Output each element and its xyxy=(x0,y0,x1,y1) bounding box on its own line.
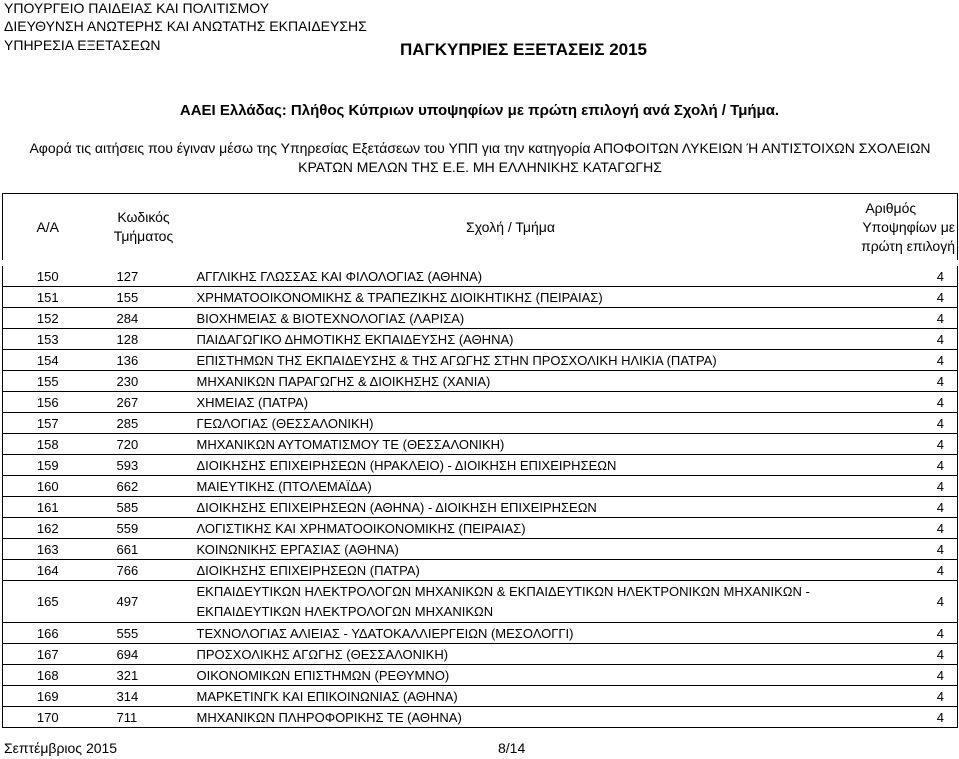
cell-dept: ΛΟΓΙΣΤΙΚΗΣ ΚΑΙ ΧΡΗΜΑΤΟΟΙΚΟΝΟΜΙΚΗΣ (ΠΕΙΡΑΙΑΣ) xyxy=(195,518,827,539)
cell-dept: ΟΙΚΟΝΟΜΙΚΩΝ ΕΠΙΣΤΗΜΩΝ (ΡΕΘΥΜΝΟ) xyxy=(195,665,827,686)
cell-count: 4 xyxy=(827,560,958,581)
cell-dept: ΠΡΟΣΧΟΛΙΚΗΣ ΑΓΩΓΗΣ (ΘΕΣΣΑΛΟΝΙΚΗ) xyxy=(195,644,827,665)
cell-count: 4 xyxy=(827,686,958,707)
cell-dept: ΔΙΟΙΚΗΣΗΣ ΕΠΙΧΕΙΡΗΣΕΩΝ (ΗΡΑΚΛΕΙΟ) - ΔΙΟΙΚΗΣΗ ΕΠΙΧΕΙΡΗΣΕΩΝ xyxy=(195,455,827,476)
table-body xyxy=(3,263,958,728)
cell-dept: ΜΑΡΚΕΤΙΝΓΚ ΚΑΙ ΕΠΙΚΟΙΝΩΝΙΑΣ (ΑΘΗΝΑ) xyxy=(195,686,827,707)
cell-code: 766 xyxy=(93,560,195,581)
cell-dept: ΕΠΙΣΤΗΜΩΝ ΤΗΣ ΕΚΠΑΙΔΕΥΣΗΣ & ΤΗΣ ΑΓΩΓΗΣ ΣΤΗΝ ΠΡΟΣΧΟΛΙΚΗ ΗΛΙΚΙΑ (ΠΑΤΡΑ) xyxy=(195,350,827,371)
cell-count: 4 xyxy=(827,707,958,728)
table-row xyxy=(3,329,958,350)
cell-code: 284 xyxy=(93,308,195,329)
table-row xyxy=(3,644,958,665)
cell-count: 4 xyxy=(827,518,958,539)
cell-aa: 165 xyxy=(3,581,93,623)
footer-date: Σεπτέμβριος 2015 xyxy=(4,740,118,756)
cell-count: 4 xyxy=(827,497,958,518)
report-title: ΑΑΕΙ Ελλάδας: Πλήθος Κύπριων υποψηφίων με πρώτη επιλογή ανά Σχολή / Τμήμα. xyxy=(179,102,780,119)
column-header-count-line2: Υποψηφίων με xyxy=(862,218,955,235)
column-header-code-line1: Κωδικός xyxy=(117,209,170,225)
cell-code: 720 xyxy=(93,434,195,455)
table-row xyxy=(3,413,958,434)
cell-dept: ΑΓΓΛΙΚΗΣ ΓΛΩΣΣΑΣ ΚΑΙ ΦΙΛΟΛΟΓΙΑΣ (ΑΘΗΝΑ) xyxy=(195,263,827,287)
cell-count: 4 xyxy=(827,476,958,497)
cell-aa: 154 xyxy=(3,350,93,371)
table-row xyxy=(3,263,958,287)
cell-count: 4 xyxy=(827,371,958,392)
table-row xyxy=(3,560,958,581)
cell-aa: 169 xyxy=(3,686,93,707)
cell-count: 4 xyxy=(827,329,958,350)
cell-code: 593 xyxy=(93,455,195,476)
cell-code: 497 xyxy=(93,581,195,623)
cell-aa: 170 xyxy=(3,707,93,728)
column-header-code xyxy=(93,194,195,264)
cell-code: 662 xyxy=(93,476,195,497)
table-row xyxy=(3,623,958,644)
cell-code: 559 xyxy=(93,518,195,539)
cell-count: 4 xyxy=(827,539,958,560)
cell-count: 4 xyxy=(827,644,958,665)
cell-aa: 164 xyxy=(3,560,93,581)
org-line-directorate: ΔΙΕΥΘΥΝΣΗ ΑΝΩΤΕΡΗΣ ΚΑΙ ΑΝΩΤΑΤΗΣ ΕΚΠΑΙΔΕΥΣΗΣ xyxy=(4,18,367,34)
cell-dept: ΔΙΟΙΚΗΣΗΣ ΕΠΙΧΕΙΡΗΣΕΩΝ (ΑΘΗΝΑ) - ΔΙΟΙΚΗΣΗ ΕΠΙΧΕΙΡΗΣΕΩΝ xyxy=(195,497,827,518)
cell-aa: 168 xyxy=(3,665,93,686)
cell-dept: ΜΗΧΑΝΙΚΩΝ ΠΛΗΡΟΦΟΡΙΚΗΣ ΤΕ (ΑΘΗΝΑ) xyxy=(195,707,827,728)
table-row xyxy=(3,707,958,728)
cell-dept: ΧΡΗΜΑΤΟΟΙΚΟΝΟΜΙΚΗΣ & ΤΡΑΠΕΖΙΚΗΣ ΔΙΟΙΚΗΤΙΚΗΣ (ΠΕΙΡΑΙΑΣ) xyxy=(195,287,827,308)
cell-count: 4 xyxy=(827,455,958,476)
candidates-table xyxy=(2,193,958,728)
cell-count: 4 xyxy=(827,350,958,371)
org-line-service: ΥΠΗΡΕΣΙΑ ΕΞΕΤΑΣΕΩΝ xyxy=(4,37,161,53)
table-row xyxy=(3,308,958,329)
footer-page-number: 8/14 xyxy=(498,740,526,756)
cell-aa: 153 xyxy=(3,329,93,350)
cell-aa: 158 xyxy=(3,434,93,455)
cell-count: 4 xyxy=(827,392,958,413)
table-row xyxy=(3,287,958,308)
cell-count: 4 xyxy=(827,263,958,287)
cell-code: 321 xyxy=(93,665,195,686)
cell-aa: 157 xyxy=(3,413,93,434)
cell-count: 4 xyxy=(827,623,958,644)
cell-count: 4 xyxy=(827,413,958,434)
cell-dept: ΜΗΧΑΝΙΚΩΝ ΠΑΡΑΓΩΓΗΣ & ΔΙΟΙΚΗΣΗΣ (ΧΑΝΙΑ) xyxy=(195,371,827,392)
cell-code: 555 xyxy=(93,623,195,644)
column-header-count xyxy=(827,194,958,264)
cell-dept: ΓΕΩΛΟΓΙΑΣ (ΘΕΣΣΑΛΟΝΙΚΗ) xyxy=(195,413,827,434)
cell-aa: 151 xyxy=(3,287,93,308)
table-row xyxy=(3,539,958,560)
cell-aa: 152 xyxy=(3,308,93,329)
cell-dept: ΠΑΙΔΑΓΩΓΙΚΟ ΔΗΜΟΤΙΚΗΣ ΕΚΠΑΙΔΕΥΣΗΣ (ΑΘΗΝΑ) xyxy=(195,329,827,350)
cell-dept: ΜΗΧΑΝΙΚΩΝ ΑΥΤΟΜΑΤΙΣΜΟΥ ΤΕ (ΘΕΣΣΑΛΟΝΙΚΗ) xyxy=(195,434,827,455)
cell-dept: ΒΙΟΧΗΜΕΙΑΣ & ΒΙΟΤΕΧΝΟΛΟΓΙΑΣ (ΛΑΡΙΣΑ) xyxy=(195,308,827,329)
cell-code: 711 xyxy=(93,707,195,728)
cell-dept: ΧΗΜΕΙΑΣ (ΠΑΤΡΑ) xyxy=(195,392,827,413)
cell-code: 661 xyxy=(93,539,195,560)
cell-dept: ΔΙΟΙΚΗΣΗΣ ΕΠΙΧΕΙΡΗΣΕΩΝ (ΠΑΤΡΑ) xyxy=(195,560,827,581)
cell-aa: 166 xyxy=(3,623,93,644)
cell-dept: ΤΕΧΝΟΛΟΓΙΑΣ ΑΛΙΕΙΑΣ - ΥΔΑΤΟΚΑΛΛΙΕΡΓΕΙΩΝ (ΜΕΣΟΛΟΓΓΙ) xyxy=(195,623,827,644)
cell-code: 230 xyxy=(93,371,195,392)
cell-code: 127 xyxy=(93,263,195,287)
table-row xyxy=(3,665,958,686)
table-row xyxy=(3,350,958,371)
cell-count: 4 xyxy=(827,287,958,308)
table-row xyxy=(3,455,958,476)
cell-code: 314 xyxy=(93,686,195,707)
cell-code: 155 xyxy=(93,287,195,308)
cell-aa: 162 xyxy=(3,518,93,539)
cell-count: 4 xyxy=(827,581,958,623)
table-header xyxy=(3,194,958,264)
cell-aa: 160 xyxy=(3,476,93,497)
table-header-row xyxy=(3,194,958,264)
cell-aa: 161 xyxy=(3,497,93,518)
table-row xyxy=(3,497,958,518)
cell-dept: ΕΚΠΑΙΔΕΥΤΙΚΩΝ ΗΛΕΚΤΡΟΛΟΓΩΝ ΜΗΧΑΝΙΚΩΝ & ΕΚΠΑΙΔΕΥΤΙΚΩΝ ΗΛΕΚΤΡΟΝΙΚΩΝ ΜΗΧΑΝΙΚΩΝ - ΕΚΠΑΙΔΕΥΤΙΚΩΝ ΗΛΕΚΤΡΟΛΟΓΩΝ ΜΗΧΑΝΙΚΩΝ xyxy=(195,581,827,623)
cell-count: 4 xyxy=(827,308,958,329)
table-row xyxy=(3,476,958,497)
column-header-dept: Σχολή / Τμήμα xyxy=(195,194,827,264)
cell-code: 136 xyxy=(93,350,195,371)
column-header-code-line2: Τμήματος xyxy=(113,228,174,244)
cell-aa: 159 xyxy=(3,455,93,476)
cell-count: 4 xyxy=(827,434,958,455)
cell-aa: 150 xyxy=(3,263,93,287)
table-row xyxy=(3,518,958,539)
org-line-ministry: ΥΠΟΥΡΓΕΙΟ ΠΑΙΔΕΙΑΣ ΚΑΙ ΠΟΛΙΤΙΣΜΟΥ xyxy=(4,0,270,16)
table-row xyxy=(3,371,958,392)
cell-code: 285 xyxy=(93,413,195,434)
cell-code: 694 xyxy=(93,644,195,665)
cell-code: 585 xyxy=(93,497,195,518)
table-row xyxy=(3,434,958,455)
column-header-count-line1: Αριθμός xyxy=(865,199,917,216)
table-row xyxy=(3,686,958,707)
cell-dept: ΜΑΙΕΥΤΙΚΗΣ (ΠΤΟΛΕΜΑΪΔΑ) xyxy=(195,476,827,497)
cell-aa: 167 xyxy=(3,644,93,665)
table-row xyxy=(3,392,958,413)
report-subtitle: Αφορά τις αιτήσεις που έγιναν μέσω της Υπηρεσίας Εξετάσεων του ΥΠΠ για την κατηγορία ΑΠΟΦΟΙΤΩΝ ΛΥΚΕΙΩΝ Ή ΑΝΤΙΣΤΟΙΧΩΝ ΣΧΟΛΕΙΩΝ ΚΡΑΤΩΝ ΜΕΛΩΝ ΤΗΣ Ε.Ε. ΜΗ ΕΛΛΗΝΙΚΗΣ ΚΑΤΑΓΩΓΗΣ xyxy=(29,140,931,175)
cell-aa: 156 xyxy=(3,392,93,413)
cell-dept: ΚΟΙΝΩΝΙΚΗΣ ΕΡΓΑΣΙΑΣ (ΑΘΗΝΑ) xyxy=(195,539,827,560)
cell-count: 4 xyxy=(827,665,958,686)
exam-title: ΠΑΓΚΥΠΡΙΕΣ ΕΞΕΤΑΣΕΙΣ 2015 xyxy=(400,40,648,59)
cell-aa: 163 xyxy=(3,539,93,560)
column-header-count-line3: πρώτη επιλογή xyxy=(861,237,955,254)
cell-aa: 155 xyxy=(3,371,93,392)
cell-code: 128 xyxy=(93,329,195,350)
cell-code: 267 xyxy=(93,392,195,413)
column-header-aa: Α/Α xyxy=(3,194,93,264)
table-row xyxy=(3,581,958,623)
